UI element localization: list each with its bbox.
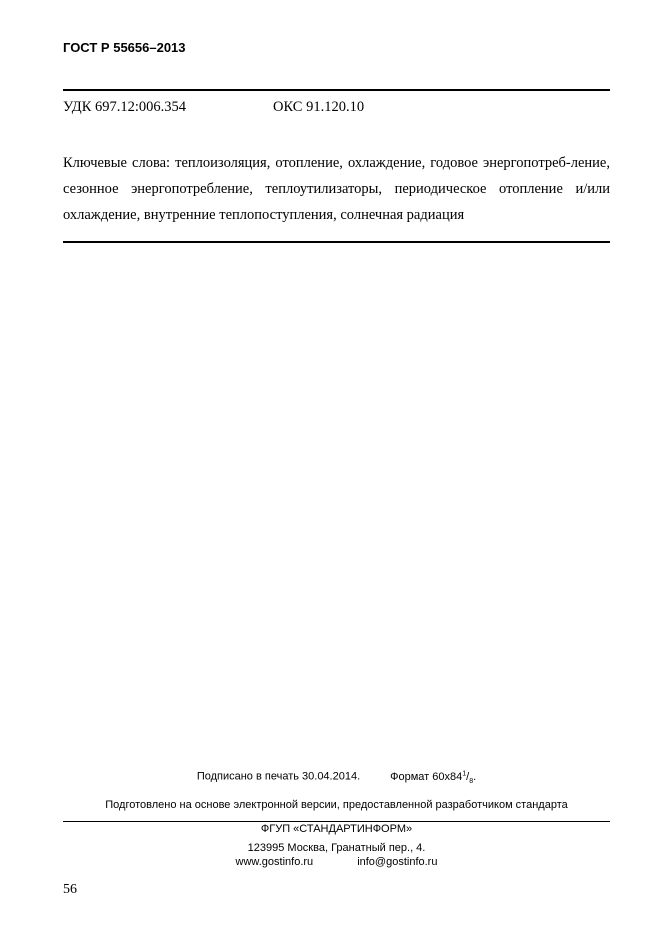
document-code: ГОСТ Р 55656–2013 (63, 40, 186, 55)
format-fraction-denominator: 8 (469, 777, 474, 785)
classification-line (63, 99, 365, 116)
publisher-contacts (63, 856, 610, 868)
paper-format: Формат $60x84^1/_8$. (390, 770, 477, 785)
print-signature-line (63, 770, 610, 785)
okc-code: ОКС 91.120.10 (273, 99, 365, 115)
page-number: 56 (63, 882, 77, 897)
signed-date: Подписано в печать 30.04.2014. (196, 770, 361, 783)
keywords-divider (63, 241, 610, 243)
top-divider (63, 89, 610, 91)
keywords-paragraph: Ключевые слова: теплоизоляция, отопление, охлаждение, годовое энергопотреб-ление, сезонное энергопотребление, теплоутилизаторы, периодическое отопление и/или охлаждение, внутренние теплопоступления, солнечная радиация (63, 155, 610, 223)
imprint-divider (63, 821, 610, 822)
publisher-name: ФГУП «СТАНДАРТИНФОРМ» (260, 823, 413, 835)
email-link[interactable]: info@gostinfo.ru (357, 856, 438, 868)
publisher-address: 123995 Москва, Гранатный пер., 4. (247, 842, 426, 854)
website-link[interactable]: www.gostinfo.ru (235, 856, 314, 868)
udk-code: УДК 697.12:006.354 (63, 99, 187, 115)
prepared-note: Подготовлено на основе электронной версии, предоставленной разработчиком стандарта (105, 799, 568, 811)
format-fraction-numerator: 1 (462, 770, 467, 777)
